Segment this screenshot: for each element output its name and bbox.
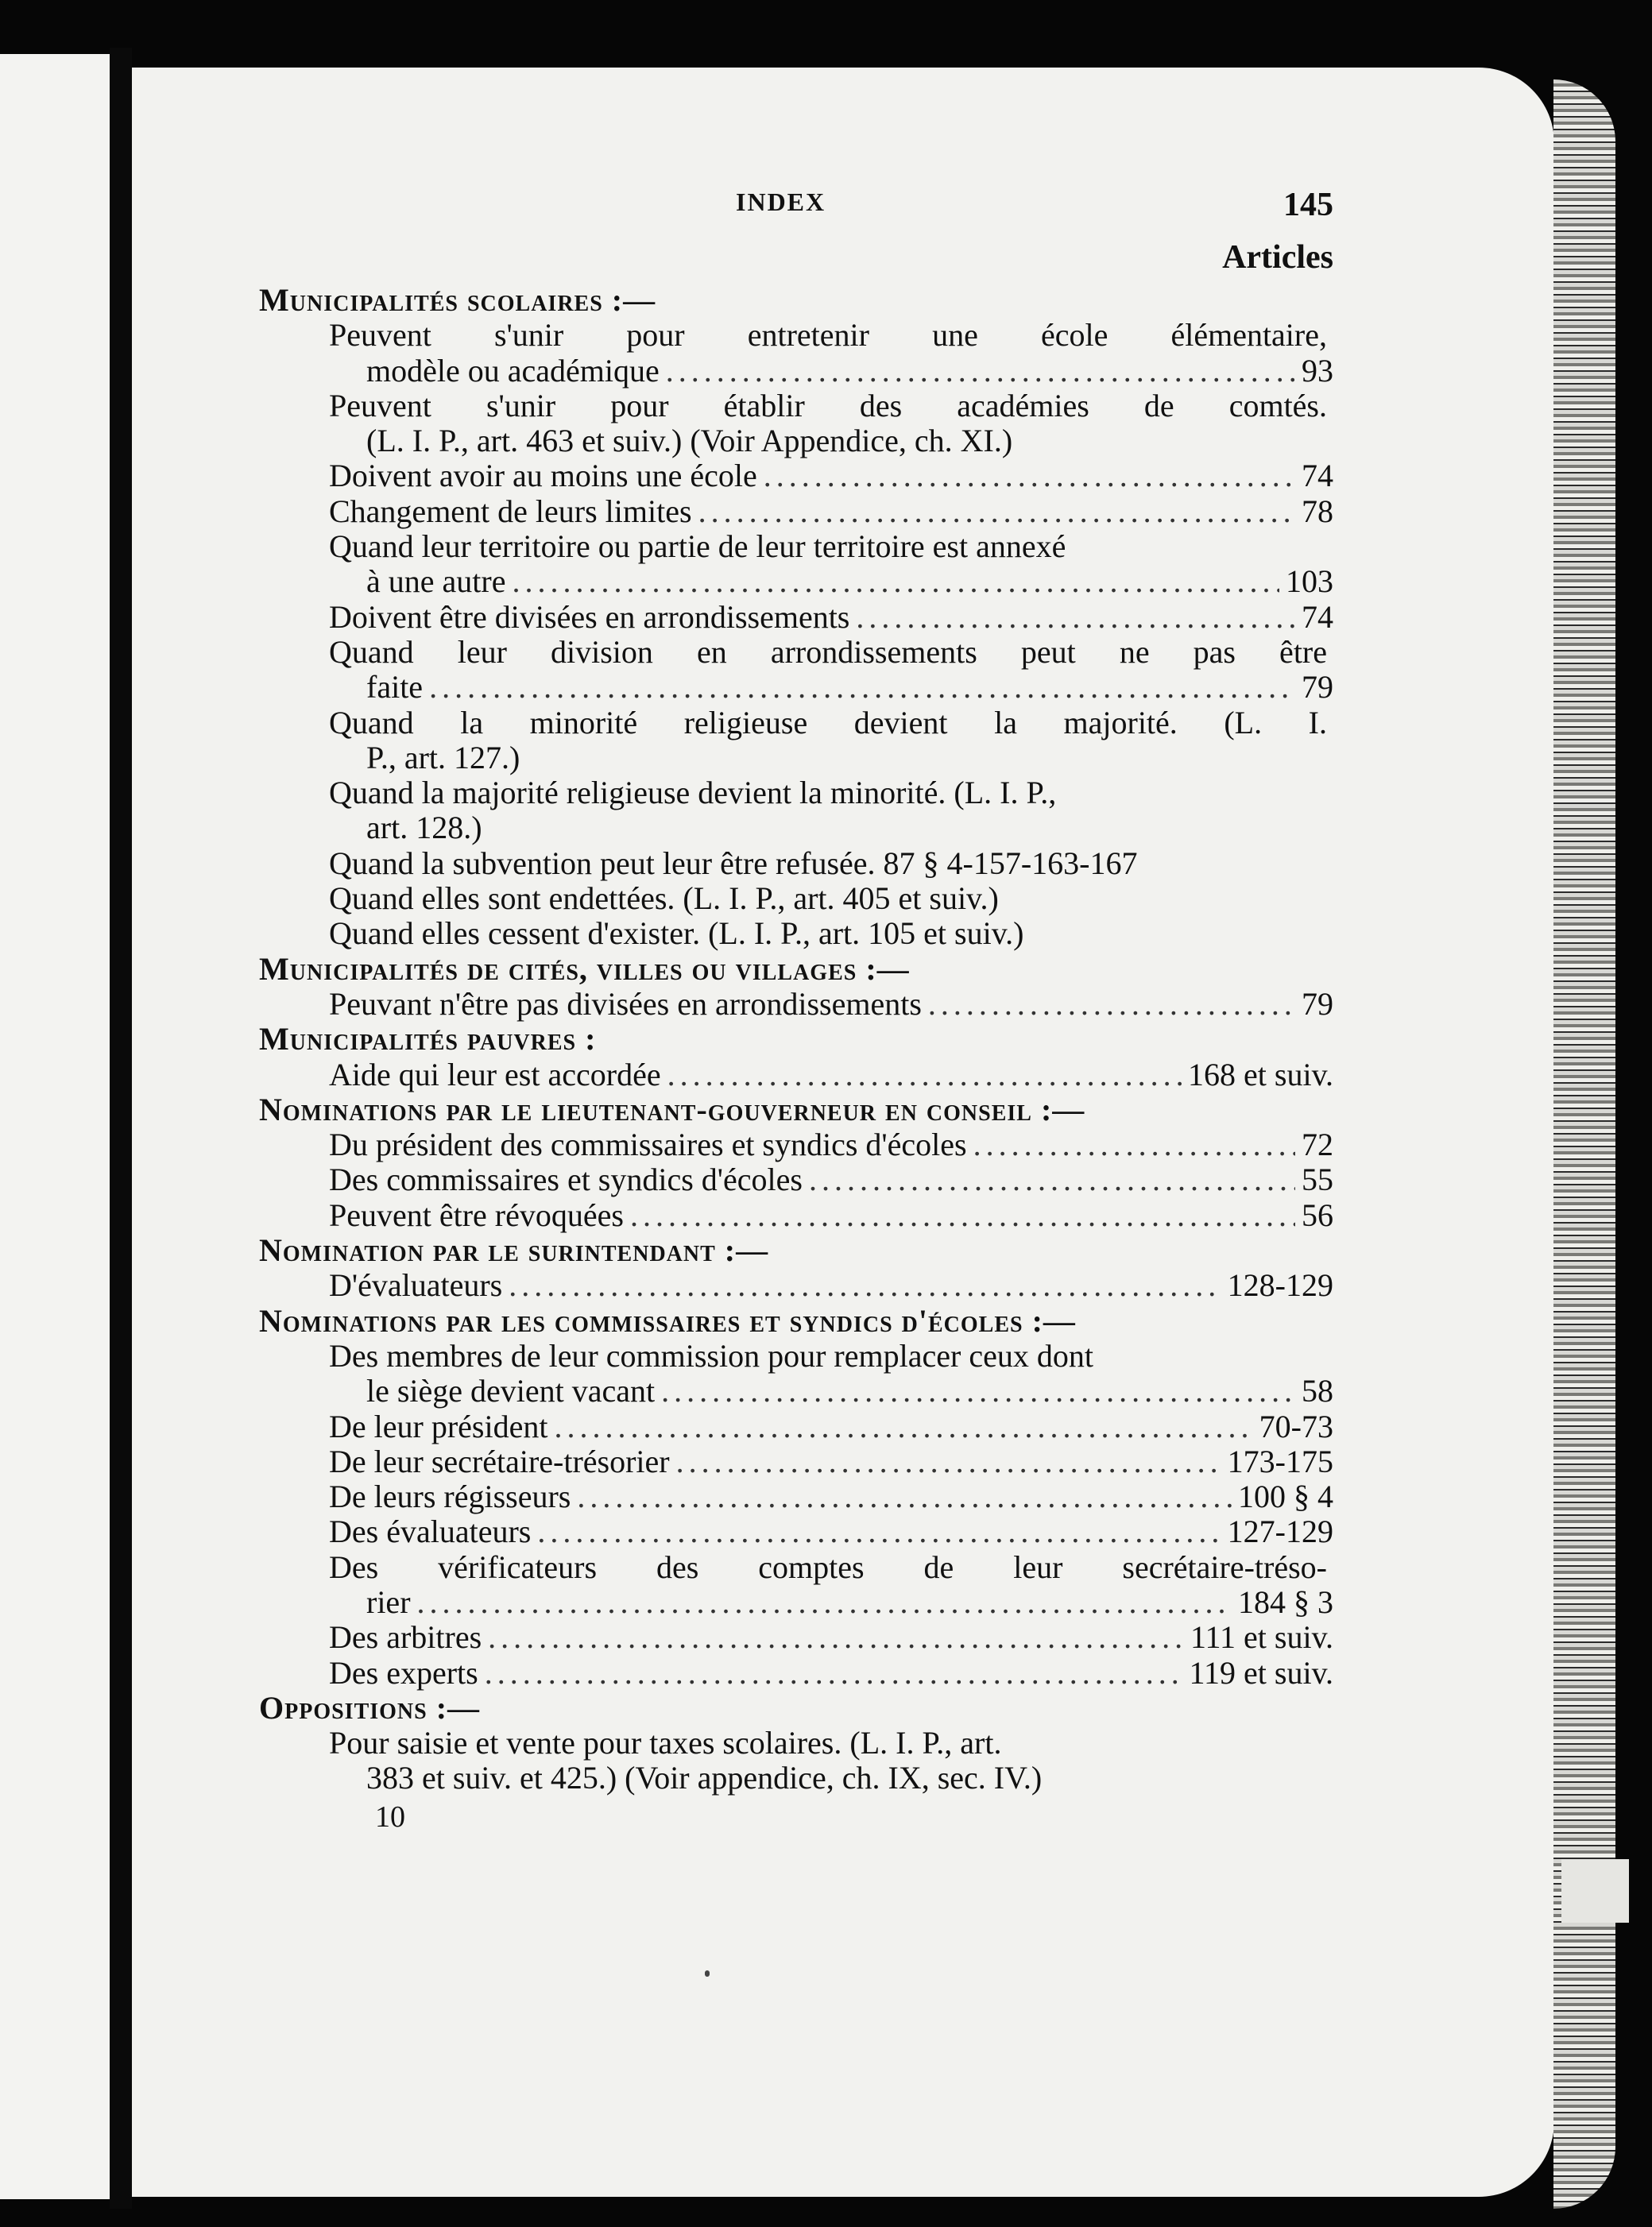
- index-subentry: [329, 1550, 1327, 1585]
- print-speck: [705, 1970, 710, 1977]
- article-reference: 111 et suiv.: [1190, 1619, 1333, 1656]
- index-subentry: [329, 881, 1333, 916]
- index-subentry: [329, 1479, 1333, 1514]
- index-subentry: [329, 916, 1333, 951]
- entry-text: Peuvent s'unir pour établir des académies de comtés.: [329, 387, 1327, 423]
- index-subentry: [329, 529, 1333, 564]
- article-reference: 74: [1302, 458, 1333, 494]
- index-subentry: [366, 1761, 1333, 1796]
- index-subentry: [329, 1198, 1333, 1233]
- article-reference: 74: [1302, 598, 1333, 635]
- dot-leader: [630, 1198, 1295, 1233]
- dot-leader: [429, 670, 1295, 705]
- running-title: INDEX: [736, 188, 826, 216]
- dot-leader: [764, 458, 1295, 493]
- entry-text: Nominations par les commissaires et syndics d'écoles :—: [259, 1302, 1076, 1339]
- article-reference: 72: [1302, 1127, 1333, 1163]
- index-subentry: [329, 775, 1333, 810]
- entry-text: Quand la subvention peut leur être refusée. 87 § 4-157-163-167: [329, 845, 1138, 881]
- dot-leader: [577, 1479, 1232, 1514]
- entry-text: De leurs régisseurs: [329, 1479, 571, 1515]
- dot-leader: [554, 1409, 1252, 1444]
- index-heading-entry: [259, 283, 1333, 318]
- dot-leader: [537, 1514, 1221, 1549]
- entry-text: Municipalités pauvres :: [259, 1021, 597, 1057]
- entry-text: Des arbitres: [329, 1619, 482, 1656]
- entry-text: Nomination par le surintendant :—: [259, 1232, 769, 1269]
- entry-text: De leur président: [329, 1408, 548, 1444]
- article-reference: 70-73: [1259, 1408, 1333, 1444]
- index-subentry: [329, 494, 1333, 529]
- entry-text: Peuvant n'être pas divisées en arrondissements: [329, 985, 922, 1022]
- index-subentry: [366, 670, 1333, 705]
- dot-leader: [809, 1162, 1295, 1197]
- index-subentry: [366, 1585, 1333, 1620]
- index-subentry: [329, 1409, 1333, 1444]
- entry-text: faite: [366, 669, 424, 706]
- index-heading-entry: [259, 1304, 1333, 1339]
- page-number: 145: [1283, 187, 1333, 223]
- article-reference: 58: [1302, 1373, 1333, 1409]
- dot-leader: [698, 494, 1295, 529]
- index-subentry: [329, 635, 1327, 670]
- entry-text: 383 et suiv. et 425.) (Voir appendice, ch. IX, sec. IV.): [366, 1760, 1043, 1796]
- index-subentry: [329, 987, 1333, 1022]
- index-subentry: [329, 1057, 1333, 1092]
- index-subentry: [329, 1620, 1333, 1655]
- entry-text: Des commissaires et syndics d'écoles: [329, 1162, 803, 1198]
- entry-text: Quand la majorité religieuse devient la minorité. (L. I. P.,: [329, 775, 1057, 811]
- entry-text: De leur secrétaire-trésorier: [329, 1443, 670, 1479]
- entry-text: modèle ou académique: [366, 352, 660, 389]
- index-heading-entry: [259, 1022, 1333, 1057]
- dot-leader: [973, 1127, 1295, 1162]
- article-reference: 56: [1302, 1197, 1333, 1233]
- entry-text: rier: [366, 1583, 411, 1620]
- index-subentry: [366, 740, 1333, 775]
- entry-text: à une autre: [366, 563, 506, 600]
- dot-leader: [488, 1620, 1184, 1655]
- dot-leader: [856, 600, 1295, 635]
- entry-text: Doivent avoir au moins une école: [329, 458, 757, 494]
- entry-text: Municipalités scolaires :—: [259, 282, 656, 318]
- index-subentry: [329, 1656, 1333, 1691]
- dot-leader: [512, 564, 1279, 599]
- dot-leader: [928, 987, 1295, 1022]
- entry-text: Du président des commissaires et syndics d'écoles: [329, 1127, 967, 1163]
- entry-text: Peuvent s'unir pour entretenir une école élémentaire,: [329, 317, 1327, 354]
- index-subentry: [329, 1268, 1333, 1303]
- dot-leader: [667, 1057, 1182, 1092]
- article-reference: 93: [1302, 352, 1333, 389]
- index-heading-entry: [259, 952, 1333, 987]
- entry-text: Aide qui leur est accordée: [329, 1056, 661, 1092]
- entry-text: Quand elles sont endettées. (L. I. P., art. 405 et suiv.): [329, 880, 999, 917]
- entry-text: Doivent être divisées en arrondissements: [329, 598, 850, 635]
- index-subentry: [366, 423, 1333, 458]
- dot-leader: [661, 1374, 1295, 1409]
- index-subentry: [329, 1127, 1333, 1162]
- dot-leader: [676, 1444, 1221, 1479]
- entry-text: (L. I. P., art. 463 et suiv.) (Voir Appendice, ch. XI.): [366, 423, 1013, 459]
- article-reference: 173-175: [1227, 1443, 1333, 1479]
- dot-leader: [485, 1656, 1183, 1691]
- article-reference: 78: [1302, 493, 1333, 529]
- dot-leader: [509, 1268, 1221, 1303]
- entry-text: Des vérificateurs des comptes de leur secrétaire-tréso-: [329, 1548, 1327, 1585]
- index-heading-entry: [259, 1233, 1333, 1268]
- article-reference: 79: [1302, 985, 1333, 1022]
- article-reference: 184 § 3: [1238, 1583, 1333, 1620]
- article-reference: 128-129: [1227, 1267, 1333, 1304]
- article-reference: 168 et suiv.: [1188, 1056, 1333, 1092]
- dot-leader: [666, 354, 1295, 389]
- index-subentry: [329, 1514, 1333, 1549]
- signature-mark: 10: [375, 1800, 405, 1834]
- index-subentry: [329, 1726, 1333, 1761]
- entry-text: Quand la minorité religieuse devient la majorité. (L. I.: [329, 704, 1327, 740]
- index-subentry: [329, 389, 1327, 423]
- index-subentry: [329, 706, 1327, 740]
- entry-text: Nominations par le lieutenant-gouverneur en conseil :—: [259, 1091, 1085, 1127]
- index-subentry: [329, 318, 1327, 353]
- index-subentry: [329, 600, 1333, 635]
- index-subentry: [329, 458, 1333, 493]
- index-heading-entry: [259, 1691, 1333, 1726]
- article-reference: 100 § 4: [1238, 1479, 1333, 1515]
- index-subentry: [366, 354, 1333, 389]
- entry-text: le siège devient vacant: [366, 1373, 656, 1409]
- index-subentry: [329, 1162, 1333, 1197]
- entry-text: P., art. 127.): [366, 739, 520, 775]
- entry-text: Quand leur division en arrondissements peut ne pas être: [329, 633, 1327, 670]
- entry-text: Quand leur territoire ou partie de leur territoire est annexé: [329, 528, 1066, 565]
- index-subentry: [366, 564, 1333, 599]
- article-reference: 127-129: [1227, 1514, 1333, 1550]
- article-reference: 55: [1302, 1162, 1333, 1198]
- entry-text: Quand elles cessent d'exister. (L. I. P., art. 105 et suiv.): [329, 915, 1024, 952]
- index-subentry: [329, 846, 1333, 881]
- article-reference: 119 et suiv.: [1189, 1654, 1333, 1691]
- facing-page-edge: [0, 54, 110, 2199]
- entry-text: Des experts: [329, 1654, 478, 1691]
- entry-text: Des membres de leur commission pour remplacer ceux dont: [329, 1337, 1093, 1374]
- index-entries: [259, 283, 1333, 1796]
- entry-text: Des évaluateurs: [329, 1514, 532, 1550]
- entry-text: Oppositions :—: [259, 1689, 481, 1726]
- index-subentry: [366, 1374, 1333, 1409]
- entry-text: art. 128.): [366, 810, 482, 846]
- index-subentry: [329, 1339, 1333, 1374]
- article-reference: 79: [1302, 669, 1333, 706]
- running-header: [259, 188, 1333, 238]
- article-reference: 103: [1286, 563, 1333, 600]
- entry-text: Peuvent être révoquées: [329, 1197, 624, 1233]
- articles-column-heading: Articles: [1222, 239, 1333, 276]
- index-heading-entry: [259, 1092, 1333, 1127]
- index-subentry: [329, 1444, 1333, 1479]
- book-gutter: [110, 48, 132, 2209]
- entry-text: D'évaluateurs: [329, 1267, 503, 1304]
- page-marker-tab: [1561, 1859, 1629, 1923]
- entry-text: Changement de leurs limites: [329, 493, 692, 529]
- dot-leader: [417, 1585, 1232, 1620]
- entry-text: Municipalités de cités, villes ou villages :—: [259, 950, 910, 987]
- index-subentry: [366, 810, 1333, 845]
- entry-text: Pour saisie et vente pour taxes scolaires. (L. I. P., art.: [329, 1725, 1002, 1761]
- index-text-block: [259, 188, 1333, 1835]
